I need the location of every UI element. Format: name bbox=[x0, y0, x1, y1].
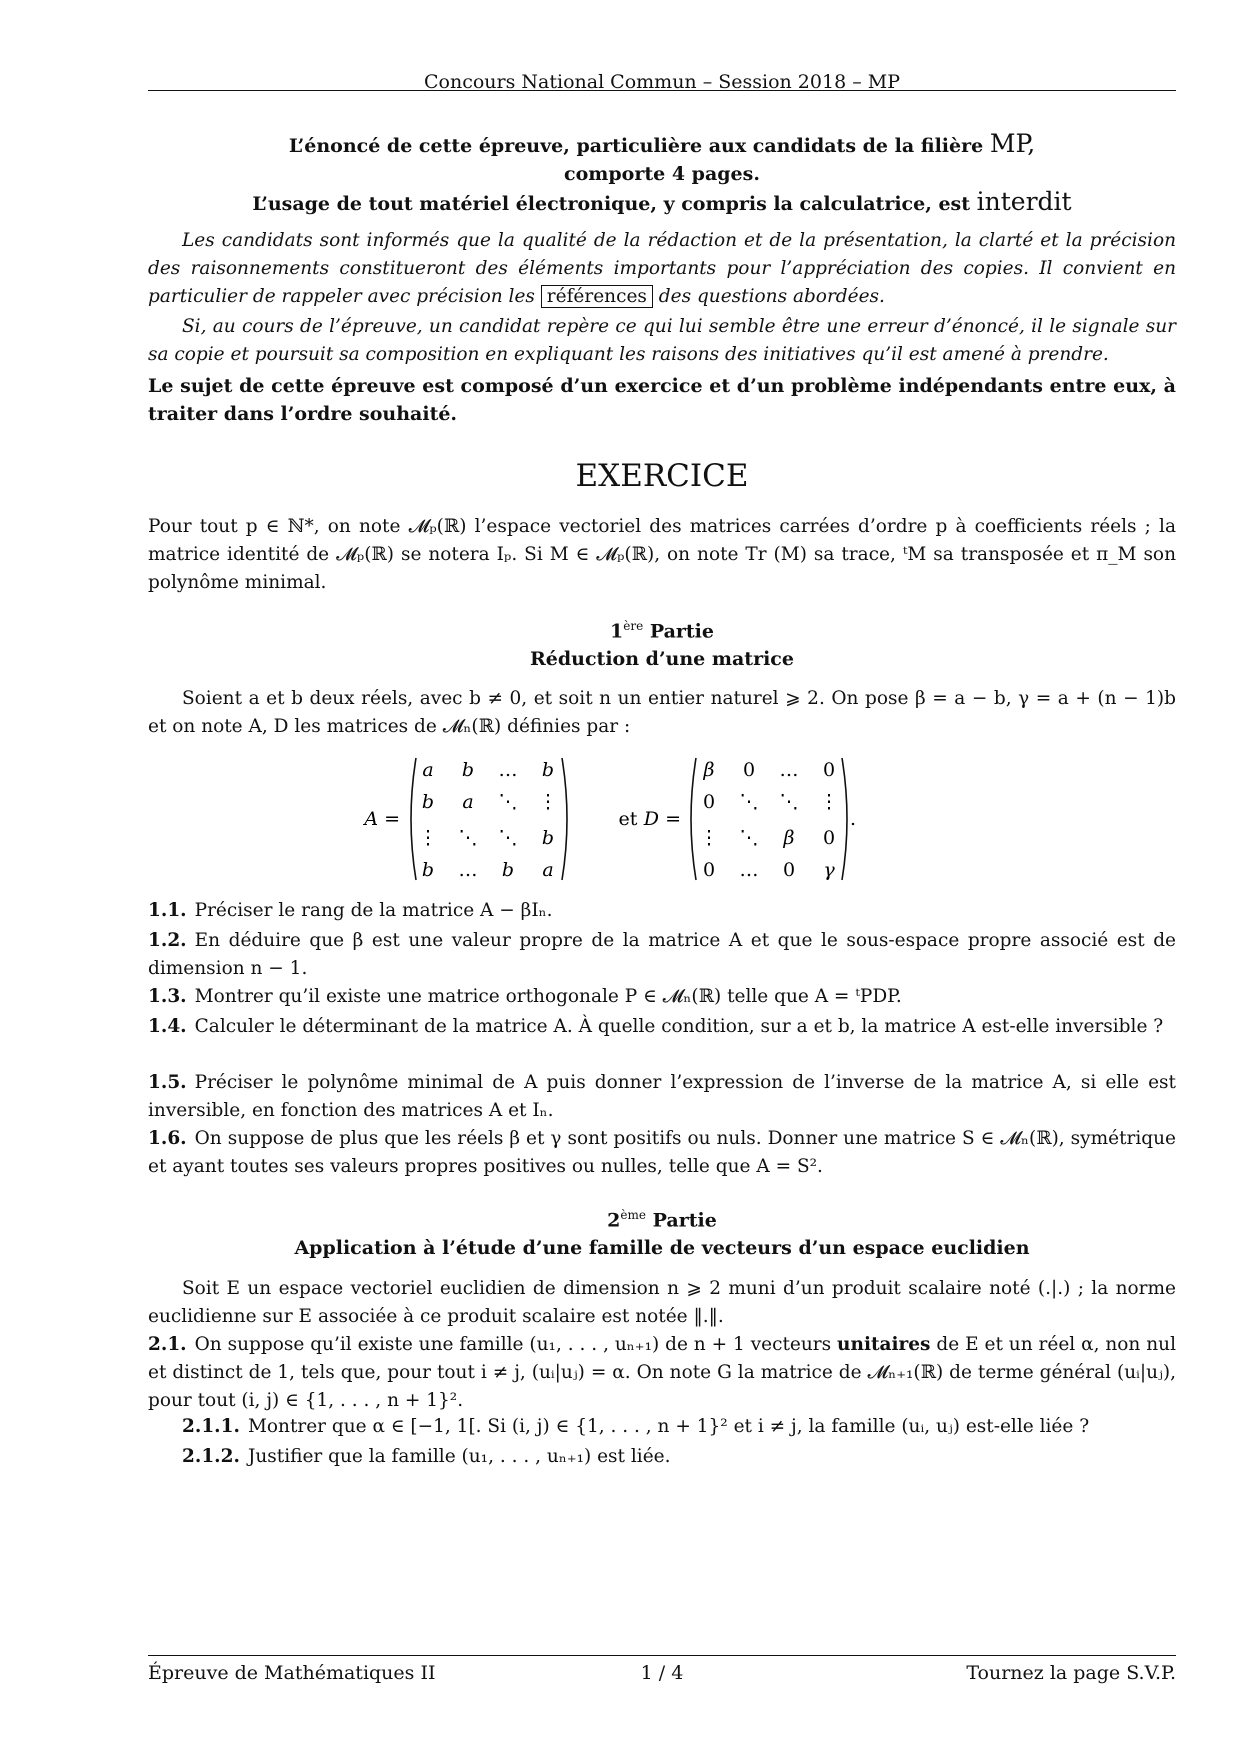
matrix-d-cell: ⋮ bbox=[819, 791, 839, 813]
question-text: Préciser le polynôme minimal de A puis donner l’expression de l’inverse de la matrice A, si elle est inversible, en fonction des matrices A et Iₙ. bbox=[148, 1072, 1176, 1121]
question-1-6 bbox=[148, 1125, 1176, 1181]
filiere-emphasis: MP, bbox=[989, 129, 1036, 158]
matrix-period: . bbox=[849, 808, 857, 830]
matrix-d-cell: β bbox=[783, 827, 795, 849]
matrix-d-cell: 0 bbox=[702, 859, 716, 881]
part-2-suffix: ème bbox=[620, 1208, 646, 1222]
question-1-5 bbox=[148, 1069, 1176, 1125]
part-1-label: Partie bbox=[649, 620, 714, 643]
interdit-emphasis: interdit bbox=[976, 187, 1072, 216]
footer-turn-page: Tournez la page S.V.P. bbox=[966, 1662, 1176, 1684]
unitaires-emphasis: unitaires bbox=[837, 1334, 931, 1355]
footer-subject: Épreuve de Mathématiques II bbox=[148, 1662, 436, 1684]
question-text: En déduire que β est une valeur propre de la matrice A et que le sous-espace propre associé est de dimension n − 1. bbox=[148, 930, 1176, 979]
matrix-d-cell: ⋮ bbox=[699, 827, 719, 849]
question-text: Montrer qu’il existe une matrice orthogonale P ∈ 𝓜ₙ(ℝ) telle que A = ᵗPDP. bbox=[194, 986, 902, 1007]
matrix-d-cell: β bbox=[703, 759, 715, 781]
matrix-d-cell: … bbox=[779, 759, 799, 781]
matrix-a-cell: ⋱ bbox=[498, 827, 518, 849]
matrix-a-cell: b bbox=[421, 791, 435, 813]
question-number: 1.1. bbox=[148, 900, 187, 921]
notice-p1-end: des questions abordées. bbox=[658, 286, 885, 307]
part-1-intro: Soient a et b deux réels, avec b ≠ 0, et soit n un entier naturel ⩾ 2. On pose β = a − b, γ = a + (n − 1)b et on note A, D les matrices de 𝓜ₙ(ℝ) définies par : bbox=[148, 688, 1176, 737]
instructions-line-3: L’usage de tout matériel électronique, y compris la calculatrice, est bbox=[252, 193, 971, 215]
matrix-a-cell: ⋱ bbox=[458, 827, 478, 849]
matrix-d-cell: 0 bbox=[822, 827, 836, 849]
matrix-a-right-paren bbox=[562, 758, 567, 880]
exam-page bbox=[148, 0, 1176, 1754]
matrix-definitions bbox=[348, 752, 1088, 892]
question-number: 1.2. bbox=[148, 930, 187, 951]
question-number: 2.1.1. bbox=[182, 1416, 240, 1437]
header-rule bbox=[148, 90, 1176, 91]
page-header: Concours National Commun – Session 2018 – MP bbox=[424, 71, 900, 93]
part-1-heading bbox=[148, 612, 1176, 673]
matrix-a-cell: b bbox=[501, 859, 515, 881]
matrix-d-cell: ⋱ bbox=[739, 791, 759, 813]
matrix-d-cell: ⋱ bbox=[779, 791, 799, 813]
part-1-suffix: ère bbox=[623, 619, 644, 633]
question-1-3 bbox=[148, 983, 1176, 1011]
matrix-d-cell: 0 bbox=[742, 759, 756, 781]
matrix-d-cell: γ bbox=[823, 859, 835, 881]
exercise-intro: Pour tout p ∈ ℕ*, on note 𝓜ₚ(ℝ) l’espace vectoriel des matrices carrées d’ordre p à coefficients réels ; la matrice identité de 𝓜ₚ(ℝ) se notera Iₚ. Si M ∈ 𝓜ₚ(ℝ), on note Tr (M) sa trace, ᵗM sa transposée et π_M son polynôme minimal. bbox=[148, 516, 1176, 593]
matrix-d-cell: 0 bbox=[702, 791, 716, 813]
matrix-a-cell: ⋮ bbox=[538, 791, 558, 813]
matrix-a-left-paren bbox=[411, 758, 416, 880]
matrix-a-cell: b bbox=[541, 827, 555, 849]
matrix-connector: et bbox=[618, 808, 638, 830]
part-1-title: Réduction d’une matrice bbox=[530, 648, 794, 671]
matrix-a-cell: a bbox=[462, 791, 474, 813]
matrices-figure bbox=[348, 752, 1088, 887]
matrix-d-cell: 0 bbox=[782, 859, 796, 881]
question-1-2 bbox=[148, 927, 1176, 983]
question-number: 1.6. bbox=[148, 1128, 187, 1149]
instructions-line-1: L’énoncé de cette épreuve, particulière aux candidats de la filière bbox=[288, 135, 984, 157]
matrix-a-cell: a bbox=[542, 859, 554, 881]
part-2-intro: Soit E un espace vectoriel euclidien de dimension n ⩾ 2 muni d’un produit scalaire noté (.|.) ; la norme euclidienne sur E associée à ce produit scalaire est notée ‖.‖. bbox=[148, 1278, 1176, 1327]
question-text-end: de E et un réel α, non nul et distinct de 1, tels que, pour tout i ≠ j, (uᵢ|uⱼ) = α. On note G la matrice de 𝓜ₙ₊₁(ℝ) de terme général (uᵢ|uⱼ), pour tout (i, j) ∈ {1, . . . , n + 1}². bbox=[148, 1334, 1177, 1411]
question-1-4 bbox=[148, 1013, 1176, 1041]
part-2-heading bbox=[148, 1201, 1176, 1262]
notice-p1-text: Les candidats sont informés que la qualité de la rédaction et de la présentation, la clarté et la précision des raisonnements constitueront des éléments importants pour l’appréciation des copies. Il convient en particulier de rappeler avec précision les bbox=[148, 230, 1176, 307]
part-2-number: 2 bbox=[607, 1209, 621, 1232]
question-number: 2.1. bbox=[148, 1334, 187, 1355]
notice-paragraph-3: Le sujet de cette épreuve est composé d’un exercice et d’un problème indépendants entre eux, à traiter dans l’ordre souhaité. bbox=[148, 375, 1176, 425]
references-box: références bbox=[541, 285, 653, 308]
matrix-a-cell: b bbox=[421, 859, 435, 881]
question-text: Calculer le déterminant de la matrice A. À quelle condition, sur a et b, la matrice A est-elle inversible ? bbox=[194, 1016, 1164, 1037]
notice-paragraph-1 bbox=[148, 227, 1176, 311]
question-number: 2.1.2. bbox=[182, 1446, 240, 1467]
part-2-title: Application à l’étude d’une famille de vecteurs d’un espace euclidien bbox=[294, 1237, 1030, 1260]
question-number: 1.4. bbox=[148, 1016, 187, 1037]
question-2-1 bbox=[148, 1331, 1176, 1415]
question-text: Justifier que la famille (u₁, . . . , uₙ₊₁) est liée. bbox=[247, 1446, 671, 1467]
question-text: On suppose de plus que les réels β et γ sont positifs ou nuls. Donner une matrice S ∈ 𝓜ₙ(ℝ), symétrique et ayant toutes ses valeurs propres positives ou nulles, telle que A = S². bbox=[148, 1128, 1176, 1177]
notice-paragraph-2: Si, au cours de l’épreuve, un candidat repère ce qui lui semble être une erreur d’énoncé, il le signale sur sa copie et poursuit sa composition en expliquant les raisons des initiatives qu’il est amené à prendre. bbox=[148, 316, 1176, 365]
question-2-1-2 bbox=[182, 1443, 1176, 1471]
question-text: On suppose qu’il existe une famille (u₁, . . . , uₙ₊₁) de n + 1 vecteurs bbox=[194, 1334, 832, 1355]
matrix-a-cell: b bbox=[461, 759, 475, 781]
question-number: 1.5. bbox=[148, 1072, 187, 1093]
matrix-d-label: D = bbox=[643, 808, 681, 830]
exercise-title: EXERCICE bbox=[575, 458, 749, 494]
question-1-1 bbox=[148, 897, 1176, 925]
part-1-number: 1 bbox=[610, 620, 624, 643]
footer-rule bbox=[148, 1655, 1176, 1656]
matrix-d-left-paren bbox=[691, 758, 696, 880]
matrix-a-cell: ⋱ bbox=[498, 791, 518, 813]
matrix-d-cell: … bbox=[739, 859, 759, 881]
matrix-a-cell: b bbox=[541, 759, 555, 781]
matrix-a-cell: … bbox=[458, 859, 478, 881]
part-2-label: Partie bbox=[652, 1209, 717, 1232]
matrix-a-cell: a bbox=[422, 759, 434, 781]
question-2-1-1 bbox=[182, 1413, 1176, 1441]
matrix-a-cell: ⋮ bbox=[418, 827, 438, 849]
question-text: Préciser le rang de la matrice A − βIₙ. bbox=[194, 900, 553, 921]
footer-page-number: 1 / 4 bbox=[640, 1662, 684, 1684]
matrix-d-cell: ⋱ bbox=[739, 827, 759, 849]
matrix-a-label: A = bbox=[364, 808, 400, 830]
matrix-a-cell: … bbox=[498, 759, 518, 781]
instructions-line-2: comporte 4 pages. bbox=[564, 163, 760, 185]
question-number: 1.3. bbox=[148, 986, 187, 1007]
matrix-d-right-paren bbox=[842, 758, 847, 880]
matrix-d-cell: 0 bbox=[822, 759, 836, 781]
question-text: Montrer que α ∈ [−1, 1[. Si (i, j) ∈ {1, . . . , n + 1}² et i ≠ j, la famille (uᵢ, uⱼ) est-elle liée ? bbox=[247, 1416, 1090, 1437]
exam-instructions bbox=[148, 130, 1176, 218]
